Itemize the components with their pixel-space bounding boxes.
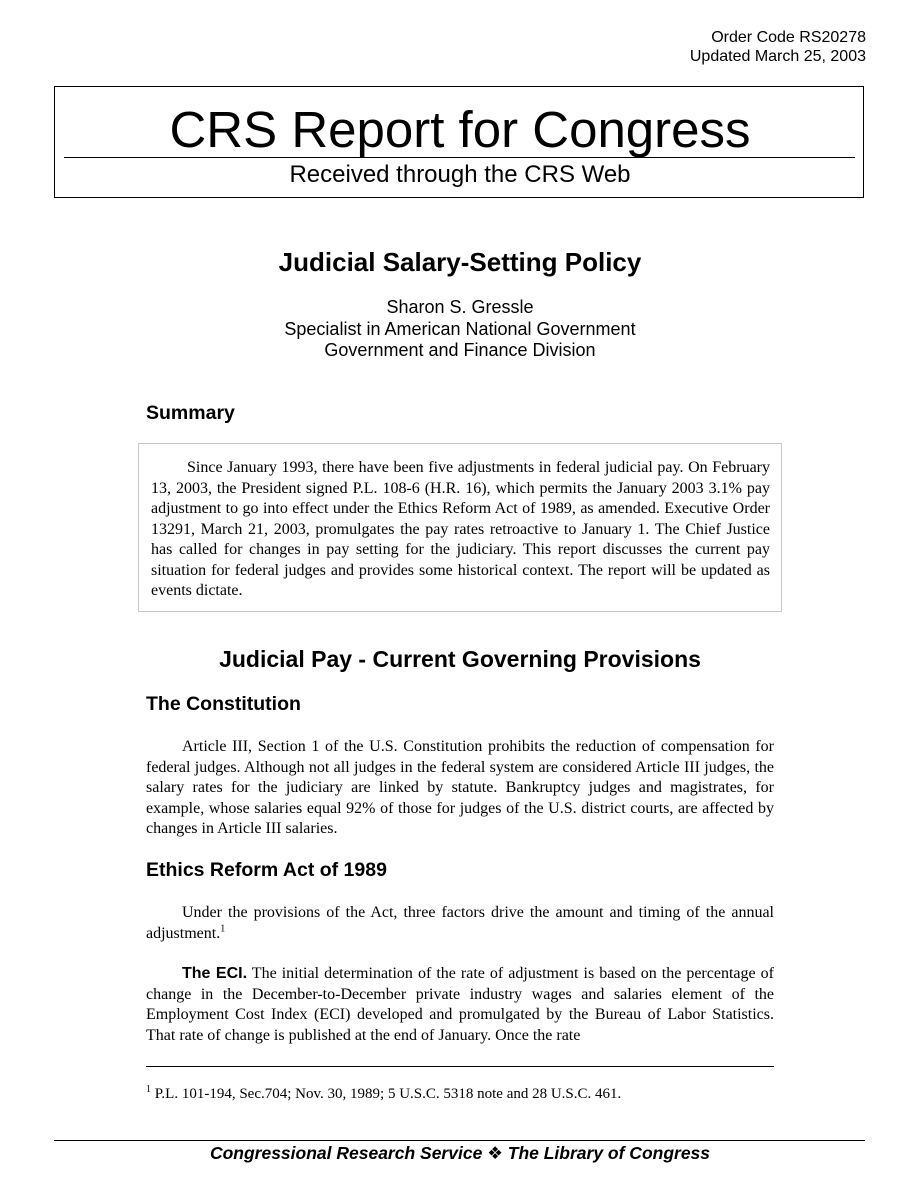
footer-separator-icon: ❖ (487, 1143, 503, 1163)
footer (0, 1142, 920, 1164)
masthead-subtitle: Received through the CRS Web (289, 161, 631, 188)
ethics-text: Under the provisions of the Act, three factors drive the amount and timing of the annual adjustment. (146, 904, 774, 942)
order-code: Order Code RS20278 (711, 29, 866, 46)
author-block (0, 297, 920, 362)
eci-text: The initial determination of the rate of adjustment is based on the percentage of change in the December-to-December private industry wages and salaries element of the Employment Cost Index (ECI) developed and promulgated by the Bureau of Labor Statistics. That rate of change is published at the end of January. Once the rate (146, 965, 774, 1044)
document-title: Judicial Salary-Setting Policy (278, 247, 642, 277)
footer-rule (54, 1140, 865, 1141)
eci-paragraph (146, 964, 774, 1046)
masthead-title: CRS Report for Congress (169, 101, 751, 158)
ethics-heading: Ethics Reform Act of 1989 (146, 859, 387, 881)
constitution-heading: The Constitution (146, 693, 301, 715)
summary-body: Since January 1993, there have been five adjustments in federal judicial pay. On February 13, 2003, the President signed P.L. 108-6 (H.R. 16), which permits the January 2003 3.1% pay adjustment to go into effect under the Ethics Reform Act of 1989, as amended. Executive Order 13291, March 21, 2003, promulgates the pay rates retroactive to January 1. The Chief Justice has called for changes in pay setting for the judiciary. This report discusses the current pay situation for federal judges and provides some historical context. The report will be updated as events dictate. (151, 459, 770, 599)
constitution-paragraph (146, 737, 774, 840)
updated-date: Updated March 25, 2003 (689, 48, 866, 65)
author-title: Specialist in American National Government (284, 318, 636, 339)
summary-heading: Summary (146, 402, 235, 424)
author-division: Government and Finance Division (324, 340, 596, 360)
footnote-text: P.L. 101-194, Sec.704; Nov. 30, 1989; 5 U.S.C. 5318 note and 28 U.S.C. 461. (154, 1086, 622, 1102)
footnote-number: 1 (146, 1084, 151, 1095)
constitution-text: Article III, Section 1 of the U.S. Constitution prohibits the reduction of compensation for federal judges. Although not all judges in the federal system are considered Article III judges, the salary rates for the judiciary are linked by statute. Bankruptcy judges and magistrates, for example, whose salaries equal 92% of those for judges of the U.S. district courts, are affected by changes in Article III salaries. (146, 738, 774, 837)
summary-text (151, 458, 770, 602)
footnote-reference[interactable]: 1 (220, 923, 226, 935)
masthead-rule (64, 157, 855, 158)
author-name: Sharon S. Gressle (386, 297, 534, 317)
footnote-rule (146, 1066, 774, 1067)
ethics-paragraph (146, 903, 774, 944)
section-heading: Judicial Pay - Current Governing Provisions (219, 646, 701, 672)
order-code-block (690, 28, 866, 66)
footnote (146, 1085, 774, 1104)
footer-crs: Congressional Research Service (209, 1143, 483, 1163)
footer-loc: The Library of Congress (507, 1143, 711, 1163)
eci-runin-heading: The ECI. (182, 965, 248, 982)
